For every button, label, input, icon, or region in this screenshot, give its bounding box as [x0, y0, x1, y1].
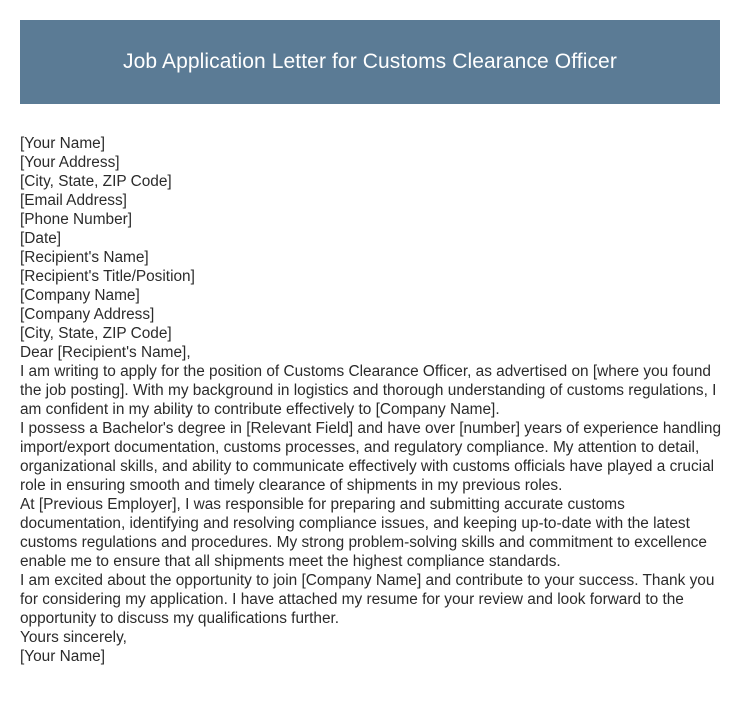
page-title: Job Application Letter for Customs Clearance Officer: [123, 50, 617, 73]
paragraph-qualifications: I possess a Bachelor's degree in [Relevant Field] and have over [number] years of experience handling import/export documentation, customs processes, and regulatory compliance. My attention to detail, organizational skills, and ability to communicate effectively with customs officials have played a crucial role in ensuring smooth and timely clearance of shipments in my previous roles.: [20, 420, 722, 494]
title-banner: [20, 20, 720, 104]
sender-address: [Your Address]: [20, 154, 120, 171]
sender-name: [Your Name]: [20, 135, 105, 152]
recipient-city-state-zip: [City, State, ZIP Code]: [20, 325, 172, 342]
paragraph-closing: I am excited about the opportunity to join [Company Name] and contribute to your success. Thank you for considering my application. I have attached my resume for your review and look forward to the opportunity to discuss my qualifications further.: [20, 572, 715, 627]
closing: Yours sincerely,: [20, 629, 127, 646]
sender-city-state-zip: [City, State, ZIP Code]: [20, 173, 172, 190]
sender-email: [Email Address]: [20, 192, 127, 209]
recipient-company-address: [Company Address]: [20, 306, 155, 323]
letter-body: [20, 134, 722, 666]
recipient-name: [Recipient's Name]: [20, 249, 149, 266]
paragraph-intro: I am writing to apply for the position of Customs Clearance Officer, as advertised on [where you found the job posting]. With my background in logistics and thorough understanding of customs regulations, I am confident in my ability to contribute effectively to [Company Name].: [20, 363, 717, 418]
letter-date: [Date]: [20, 230, 62, 247]
recipient-company: [Company Name]: [20, 287, 140, 304]
salutation: Dear [Recipient's Name],: [20, 344, 191, 361]
sender-phone: [Phone Number]: [20, 211, 133, 228]
paragraph-experience: At [Previous Employer], I was responsible for preparing and submitting accurate customs documentation, identifying and resolving compliance issues, and keeping up-to-date with the latest customs regulations and procedures. My strong problem-solving skills and commitment to excellence enable me to ensure that all shipments meet the highest compliance standards.: [20, 496, 707, 570]
recipient-title: [Recipient's Title/Position]: [20, 268, 195, 285]
signature: [Your Name]: [20, 648, 105, 665]
